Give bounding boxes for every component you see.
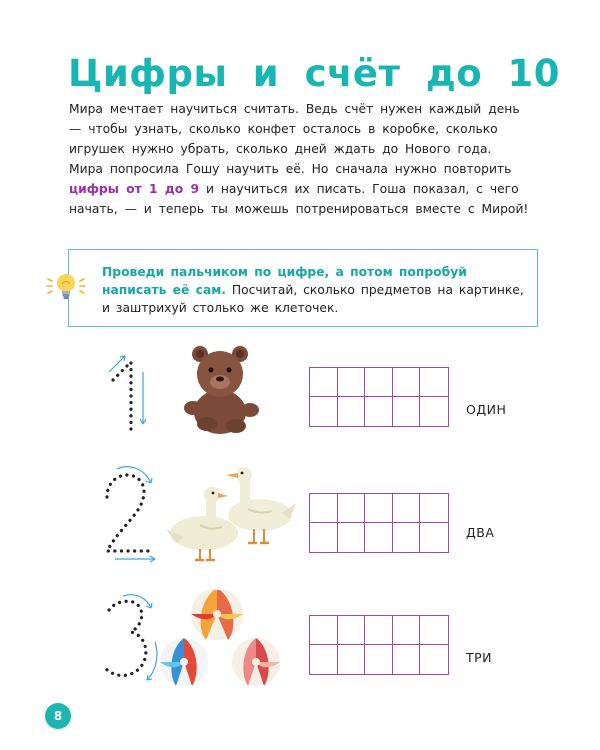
- beach-balls-picture: [160, 590, 300, 690]
- grid-cell[interactable]: [365, 494, 393, 523]
- grid-cell[interactable]: [310, 616, 338, 645]
- grid-cell[interactable]: [420, 523, 448, 552]
- grid-cell[interactable]: [365, 523, 393, 552]
- grid-cell[interactable]: [393, 368, 421, 397]
- digit-two-tracing: [95, 463, 165, 563]
- lightbulb-icon: [46, 270, 86, 302]
- grid-cell[interactable]: [310, 523, 338, 552]
- grid-cell[interactable]: [338, 494, 366, 523]
- grid-cell[interactable]: [338, 397, 366, 426]
- grid-cell[interactable]: [365, 397, 393, 426]
- grid-cell[interactable]: [338, 523, 366, 552]
- task-rest: Посчитай, сколько предметов на картинке, и заштрихуй столько же клеточек.: [102, 283, 524, 315]
- teddy-bear-picture: [160, 342, 300, 442]
- grid-cell[interactable]: [365, 368, 393, 397]
- grid-cell[interactable]: [420, 494, 448, 523]
- grid-cell[interactable]: [310, 397, 338, 426]
- grid-cell[interactable]: [420, 616, 448, 645]
- grid-cell[interactable]: [310, 368, 338, 397]
- grid-cell[interactable]: [393, 523, 421, 552]
- geese-picture: [160, 463, 300, 563]
- digit-one-tracing: [95, 342, 165, 442]
- intro-text-end: и научиться их писать. Гоша показал, с чего начать, — и теперь ты можешь потренироваться вместе с Мирой!: [69, 182, 529, 216]
- grid-cell[interactable]: [393, 616, 421, 645]
- number-word-three: ТРИ: [466, 650, 493, 665]
- page-number: 8: [45, 703, 71, 729]
- grid-cell[interactable]: [310, 494, 338, 523]
- grid-cell[interactable]: [365, 645, 393, 674]
- intro-paragraph: [69, 99, 529, 219]
- task-box: [68, 249, 538, 327]
- intro-highlight: цифры от 1 до 9: [69, 182, 200, 196]
- grid-cell[interactable]: [338, 368, 366, 397]
- grid-cell[interactable]: [393, 397, 421, 426]
- number-word-two: ДВА: [466, 525, 495, 540]
- counting-grid-two[interactable]: [309, 493, 449, 553]
- digit-row-one: [0, 342, 600, 452]
- page-title: Цифры и счёт до 10: [68, 52, 561, 95]
- grid-cell[interactable]: [420, 645, 448, 674]
- counting-grid-three[interactable]: [309, 615, 449, 675]
- grid-cell[interactable]: [420, 397, 448, 426]
- grid-cell[interactable]: [420, 368, 448, 397]
- grid-cell[interactable]: [338, 616, 366, 645]
- grid-cell[interactable]: [393, 645, 421, 674]
- grid-cell[interactable]: [310, 645, 338, 674]
- task-text: [102, 263, 532, 317]
- intro-text-start: Мира мечтает научиться считать. Ведь счёт нужен каждый день — чтобы узнать, сколько конфет осталось в коробке, сколько игрушек нужно убрать, сколько дней ждать до Нового года. Мира попросила Гошу научить её. Но сначала нужно повторить: [69, 102, 520, 176]
- digit-row-three: [0, 590, 600, 700]
- counting-grid-one[interactable]: [309, 367, 449, 427]
- grid-cell[interactable]: [365, 616, 393, 645]
- task-lead: Проведи пальчиком по цифре, а потом попробуй написать её сам.: [102, 265, 467, 297]
- digit-row-two: [0, 463, 600, 573]
- number-word-one: ОДИН: [466, 402, 507, 417]
- digit-three-tracing: [95, 590, 165, 690]
- grid-cell[interactable]: [393, 494, 421, 523]
- grid-cell[interactable]: [338, 645, 366, 674]
